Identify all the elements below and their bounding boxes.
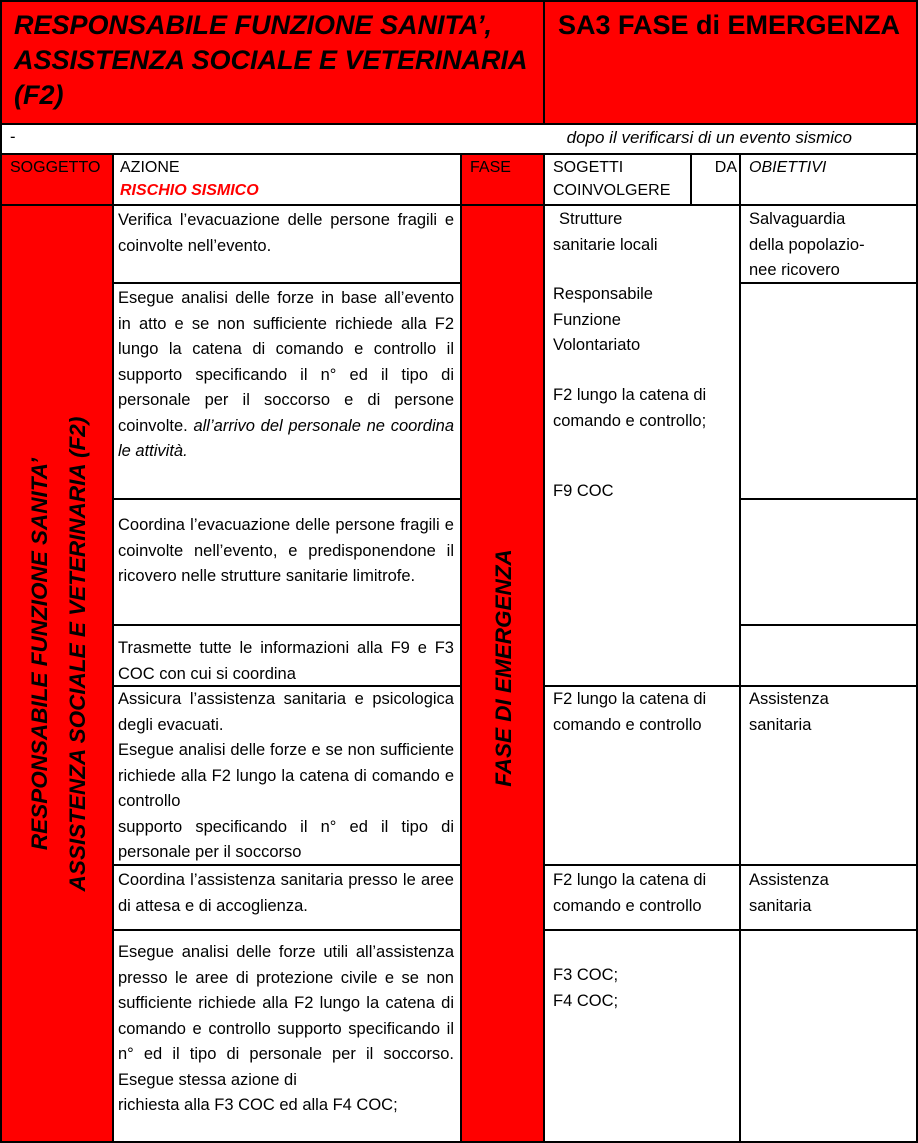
objective-line-1b: della popolazio-: [749, 235, 865, 254]
page-title: [14, 8, 528, 113]
subject-line-2a: Responsabile: [553, 285, 653, 303]
objective-row-7: [741, 929, 916, 1141]
action-text-5a: Assicura l’assistenza sanitaria e psicologica degli evacuati.: [118, 690, 454, 734]
subject-line-5b: comando e controllo: [553, 715, 702, 734]
subject-line-7a: F3 COC;: [553, 966, 619, 984]
subject-line-3a: F2 lungo la catena di: [553, 386, 707, 404]
objective-row-6: [741, 864, 916, 931]
subject-line-2c: Volontariato: [553, 336, 641, 354]
column-header-soggetto: [0, 153, 114, 206]
objective-row-4: [741, 624, 916, 687]
subject-line-1b: sanitarie locali: [553, 235, 658, 254]
column-label-da: DA: [714, 159, 737, 176]
header-phase-cell: [543, 0, 918, 125]
subject-line-3b: comando e controllo;: [553, 411, 707, 430]
column-label-azione: AZIONE: [120, 159, 180, 176]
subheader-row: [0, 123, 918, 155]
action-text-1: Verifica l’evacuazione delle persone fragili e coinvolte nell’evento.: [118, 211, 454, 255]
subheader-trigger: dopo il verificarsi di un evento sismico: [566, 128, 852, 147]
action-row-2: [112, 282, 462, 500]
action-row-1: [112, 206, 462, 284]
fase-vertical-label: FASE DI EMERGENZA: [491, 549, 516, 787]
subjects-group-1: [553, 207, 739, 258]
subjects-group-4: [553, 479, 739, 505]
objective-row-1: [741, 206, 916, 284]
action-text-5c: supporto specificando il n° ed il tipo di personale per il soccorso: [118, 817, 454, 861]
objective-line-5b: sanitaria: [749, 715, 812, 734]
action-text-6: Coordina l’assistenza sanitaria presso le aree di attesa e di accoglienza.: [118, 871, 454, 915]
subject-line-5a: F2 lungo la catena di: [553, 690, 707, 708]
soggetto-label-line-1: RESPONSABILE FUNZIONE SANITA’: [27, 457, 52, 851]
subheader-dash: -: [10, 128, 16, 146]
action-text-7b: richiesta alla F3 COC ed alla F4 COC;: [118, 1096, 398, 1114]
action-row-4: [112, 624, 462, 687]
title-line-2: ASSISTENZA SOCIALE E VETERINARIA: [14, 45, 528, 75]
column-header-obiettivi: [739, 153, 918, 206]
column-header-azione: [112, 153, 462, 206]
action-text-2-italic: all’arrivo del personale ne coordina le attività.: [118, 416, 454, 460]
subject-line-2b: Funzione: [553, 310, 621, 329]
column-label-fase: FASE: [470, 159, 511, 176]
column-label-coinvolgere: COINVOLGERE: [553, 182, 671, 199]
action-text-7a: Esegue analisi delle forze utili all’assistenza presso le aree di protezione civile e se non sufficiente richiede alla F2 lungo la catena di comando e controllo supporto specificando il n° ed il tipo di personale per il soccorso. Esegue stessa azione di: [118, 943, 454, 1089]
azione-column: [112, 204, 462, 1143]
title-line-3: (F2): [14, 80, 64, 110]
subject-line-4: F9 COC: [553, 482, 614, 500]
action-row-3: [112, 498, 462, 626]
action-text-2: Esegue analisi delle forze in base all’evento in atto e se non sufficiente richiede alla F2 lungo la catena di comando e controllo il supporto specificando il n° ed il tipo di personale per il soccorso e di persone coinvolte.: [118, 289, 454, 435]
subject-line-6a: F2 lungo la catena di: [553, 871, 707, 889]
subject-line-6b: comando e controllo: [553, 896, 702, 915]
subjects-group-3: [553, 383, 739, 434]
column-header-fase: [460, 153, 545, 206]
action-row-5: [112, 685, 462, 866]
obiettivi-column: [739, 204, 918, 1143]
objective-line-1a: Salvaguardia: [749, 210, 846, 228]
subjects-group-2: [553, 282, 739, 359]
column-label-soggetto: SOGGETTO: [10, 159, 101, 176]
phase-title: SA3 FASE di EMERGENZA: [558, 10, 901, 40]
column-label-obiettivi: OBIETTIVI: [749, 159, 827, 176]
objective-line-5a: Assistenza: [749, 690, 829, 708]
subjects-group-6: [543, 864, 741, 931]
header-title-cell: [0, 0, 545, 125]
subjects-group-5: [543, 685, 741, 866]
objective-line-6a: Assistenza: [749, 871, 829, 889]
title-line-1: RESPONSABILE FUNZIONE SANITA’,: [14, 10, 493, 40]
objective-row-2: [741, 282, 916, 500]
action-text-5b: Esegue analisi delle forze e se non sufficiente richiede alla F2 lungo la catena di comando e controllo: [118, 741, 454, 810]
objective-line-1c: nee ricovero: [749, 261, 840, 279]
action-text-3: Coordina l’evacuazione delle persone fragili e coinvolte nell’evento, e predisponendone il ricovero nelle strutture sanitarie limitrofe.: [118, 516, 454, 585]
action-text-4: Trasmette tutte le informazioni alla F9 e F3 COC con cui si coordina: [118, 639, 454, 683]
action-row-7: [112, 929, 462, 1143]
objective-line-6b: sanitaria: [749, 896, 812, 915]
soggetto-column: [0, 204, 114, 1143]
soggetto-label-line-2: ASSISTENZA SOCIALE E VETERINARIA (F2): [65, 416, 90, 892]
soggetti-column: [543, 204, 741, 1143]
column-label-soggetti: SOGETTI: [553, 159, 624, 176]
objective-row-3: [741, 498, 916, 626]
objective-row-5: [741, 685, 916, 866]
subject-line-1a: Strutture: [559, 210, 623, 228]
fase-column: [460, 204, 545, 1143]
soggetto-vertical-label: [21, 417, 97, 892]
subjects-group-7: [543, 929, 741, 1143]
column-header-da: [690, 153, 741, 206]
column-label-rischio: RISCHIO SISMICO: [120, 182, 259, 199]
subject-line-7b: F4 COC;: [553, 991, 619, 1010]
action-row-6: [112, 864, 462, 931]
